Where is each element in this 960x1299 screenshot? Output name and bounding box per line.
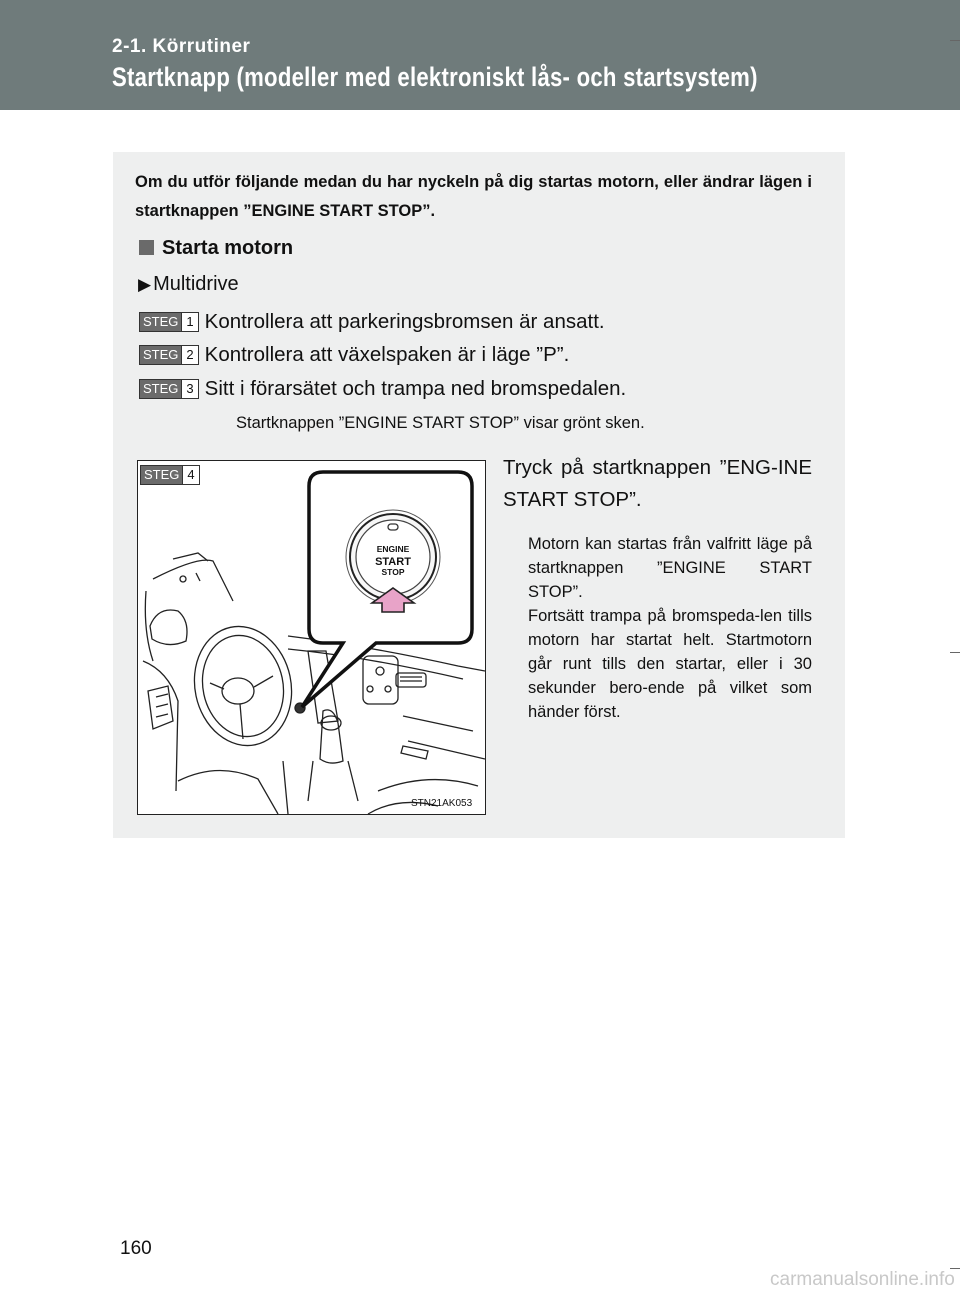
dashboard-illustration — [137, 460, 486, 815]
crop-mark — [950, 652, 960, 653]
step-badge-label: STEG — [140, 313, 181, 331]
button-text-start: START — [375, 556, 411, 568]
intro-text: Om du utför följande medan du har nyckeln på dig startas motorn, eller ändrar lägen i startknappen ”ENGINE START STOP”. — [135, 173, 812, 220]
step-badge — [139, 379, 199, 399]
step-text: Kontrollera att växelspaken är i läge ”P”. — [204, 343, 570, 366]
page-title: Startknapp (modeller med elektroniskt lås- och startsystem) — [112, 62, 758, 92]
heading-text: Starta motorn — [162, 237, 294, 259]
watermark: carmanualsonline.info — [770, 1269, 955, 1290]
triangle-right-icon: ▶ — [138, 275, 152, 294]
square-bullet-icon — [139, 240, 154, 255]
step-4-badge — [140, 465, 200, 485]
step-badge-number: 3 — [181, 380, 197, 398]
step-text: Sitt i förarsätet och trampa ned bromspedalen. — [204, 377, 627, 400]
step-2 — [139, 343, 569, 367]
crop-mark — [950, 40, 960, 41]
step-3 — [139, 377, 626, 401]
step-badge-number: 4 — [182, 466, 198, 484]
description-paragraph: Motorn kan startas från valfritt läge på startknappen ”ENGINE START STOP”. — [528, 535, 812, 601]
step-badge-label: STEG — [140, 380, 181, 398]
step-4-description — [528, 532, 812, 724]
section-heading — [139, 237, 293, 260]
step-3-note: Startknappen ”ENGINE START STOP” visar grönt sken. — [236, 414, 645, 432]
description-paragraph: Fortsätt trampa på bromspeda-len tills motorn har startat helt. Startmotorn går runt tills den startar, eller i 30 sekunder bero-ende på vilket som händer först. — [528, 607, 812, 721]
button-text-stop: STOP — [381, 567, 405, 577]
step-badge-label: STEG — [140, 346, 181, 364]
step-badge — [139, 345, 199, 365]
section-label: 2-1. Körrutiner — [112, 36, 251, 57]
step-text: Kontrollera att parkeringsbromsen är ansatt. — [204, 310, 605, 333]
step-badge-label: STEG — [141, 466, 182, 484]
chapter-header — [0, 0, 960, 110]
button-text-engine: ENGINE — [376, 544, 410, 554]
step-badge-number: 1 — [181, 313, 197, 331]
step-badge-number: 2 — [181, 346, 197, 364]
dashboard-drawing — [138, 461, 485, 814]
step-1 — [139, 310, 605, 334]
step-badge — [139, 312, 199, 332]
figure-code: STN21AK053 — [411, 798, 473, 809]
variant-text: Multidrive — [153, 273, 239, 295]
step-4-text: Tryck på startknappen ”ENG-INE START STOP”. — [503, 456, 812, 511]
variant-label — [138, 273, 239, 296]
page-number: 160 — [120, 1238, 152, 1259]
